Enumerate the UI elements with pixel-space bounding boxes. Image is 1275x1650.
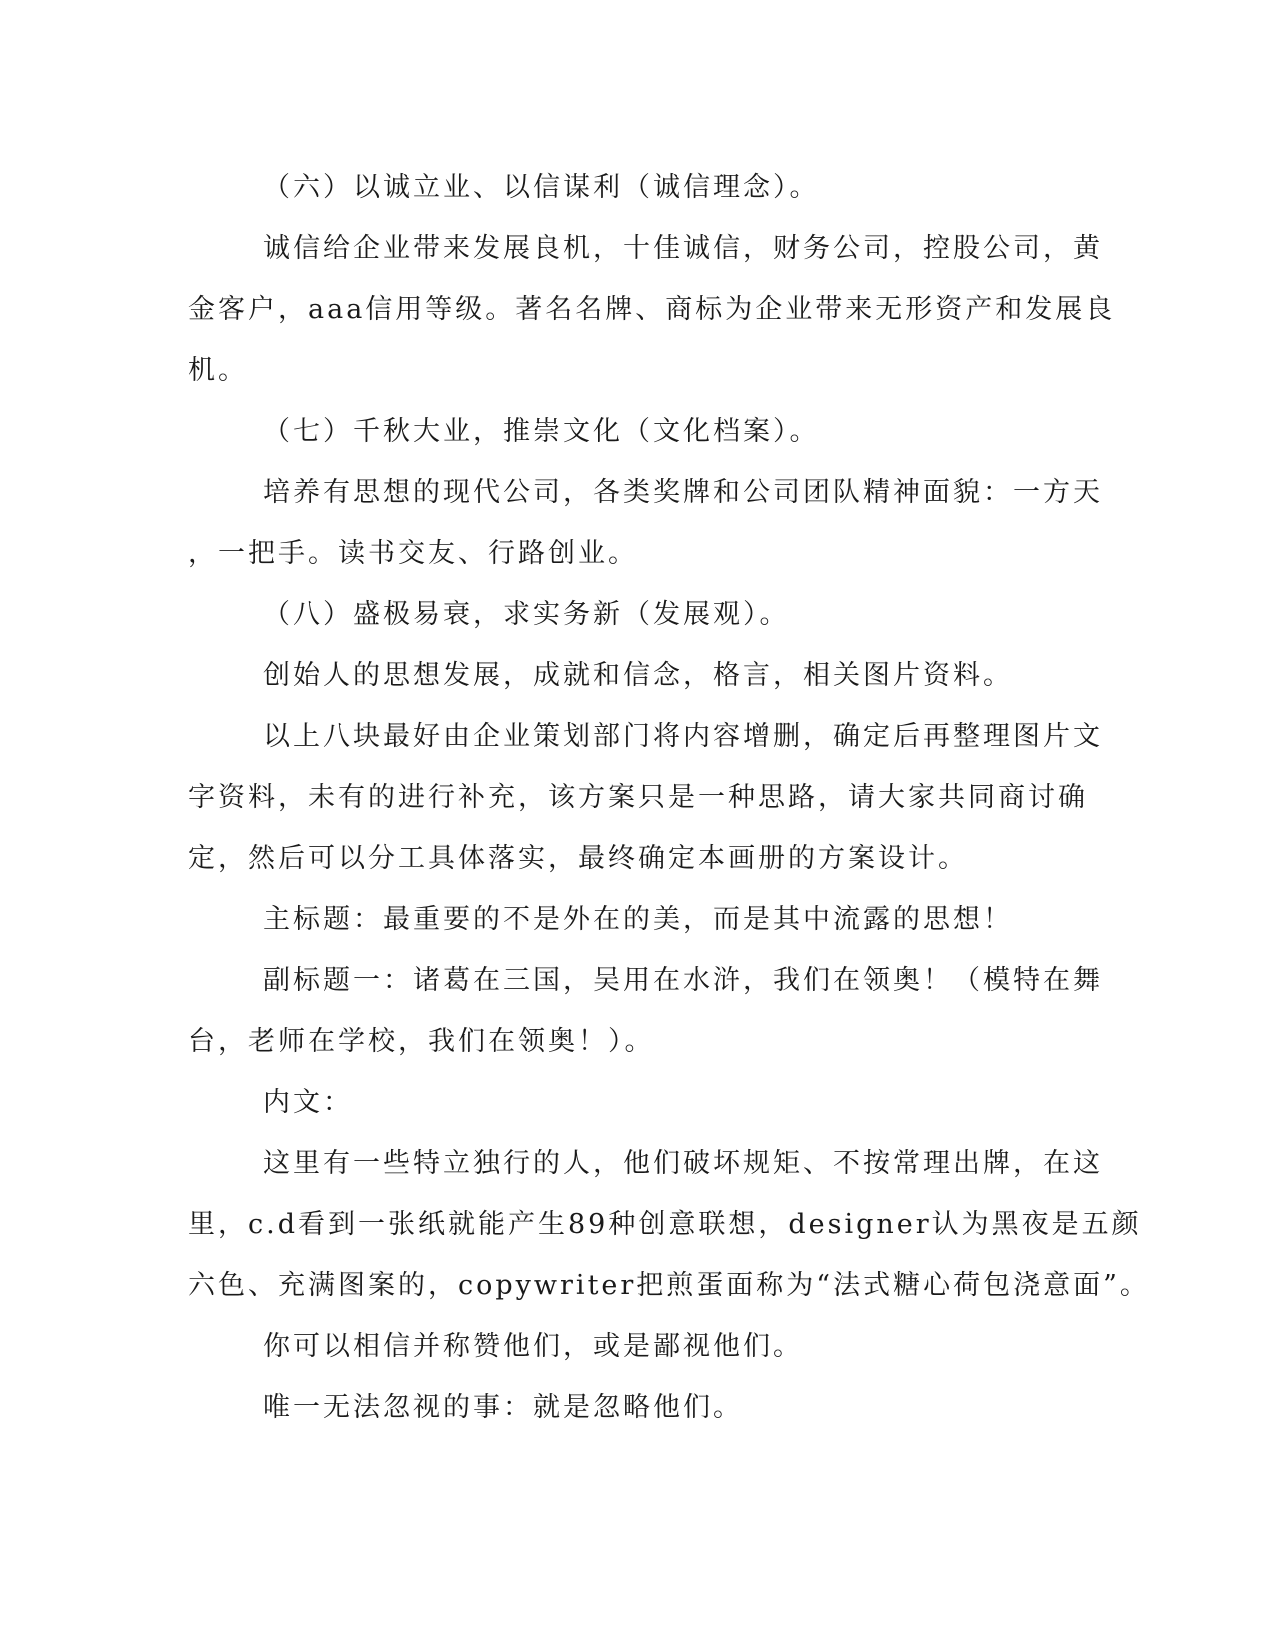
paragraph-line: 唯一无法忽视的事：就是忽略他们。	[263, 1392, 743, 1423]
paragraph-line: ，一把手。读书交友、行路创业。	[188, 538, 638, 569]
subtitle-line: 副标题一：诸葛在三国，吴用在水浒，我们在领奥！（模特在舞	[263, 965, 1103, 996]
paragraph-line: 这里有一些特立独行的人，他们破坏规矩、不按常理出牌，在这	[263, 1148, 1103, 1179]
paragraph-line: 以上八块最好由企业策划部门将内容增删，确定后再整理图片文	[263, 721, 1103, 752]
paragraph-line: 你可以相信并称赞他们，或是鄙视他们。	[263, 1331, 803, 1362]
paragraph-line: 金客户，aaa信用等级。著名名牌、商标为企业带来无形资产和发展良	[188, 294, 1116, 325]
document-body	[188, 157, 1150, 1438]
paragraph-line: 培养有思想的现代公司，各类奖牌和公司团队精神面貌：一方天	[263, 477, 1103, 508]
paragraph-line: 创始人的思想发展，成就和信念，格言，相关图片资料。	[263, 660, 1013, 691]
paragraph-line: 定，然后可以分工具体落实，最终确定本画册的方案设计。	[188, 843, 968, 874]
paragraph-line: 六色、充满图案的，copywriter把煎蛋面称为“法式糖心荷包浇意面”。	[188, 1270, 1150, 1301]
section-heading-seven: （七）千秋大业，推崇文化（文化档案）。	[263, 416, 820, 447]
paragraph-line: 机。	[188, 355, 248, 386]
paragraph-line: 里，c.d看到一张纸就能产生89种创意联想，designer认为黑夜是五颜	[188, 1209, 1142, 1240]
paragraph-line: 诚信给企业带来发展良机，十佳诚信，财务公司，控股公司，黄	[263, 233, 1103, 264]
subtitle-line: 台，老师在学校，我们在领奥！）。	[188, 1026, 655, 1057]
main-title-line: 主标题：最重要的不是外在的美，而是其中流露的思想！	[263, 904, 1013, 935]
body-label: 内文：	[263, 1087, 353, 1118]
section-heading-eight: （八）盛极易衰，求实务新（发展观）。	[263, 599, 790, 630]
section-heading-six: （六）以诚立业、以信谋利（诚信理念）。	[263, 172, 820, 203]
paragraph-line: 字资料，未有的进行补充，该方案只是一种思路，请大家共同商讨确	[188, 782, 1088, 813]
